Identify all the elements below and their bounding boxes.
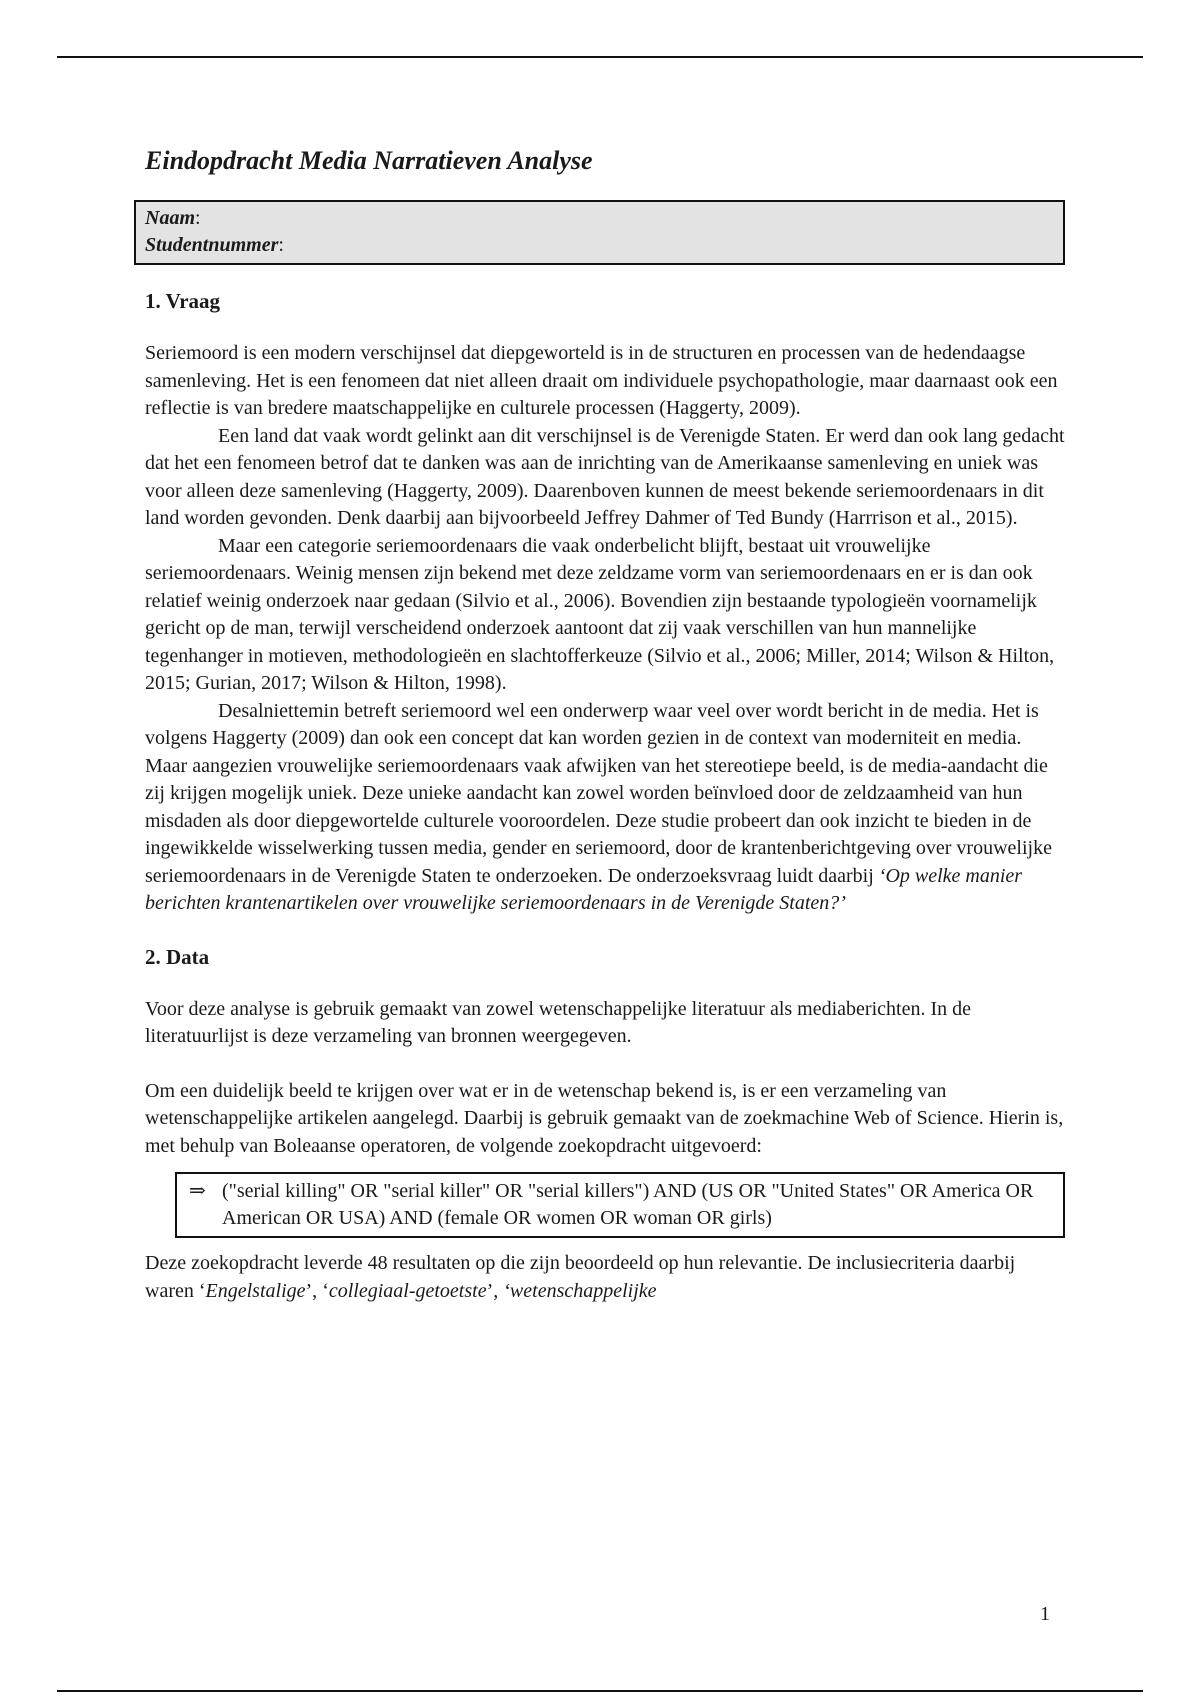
quote-open-2: ‘	[322, 1279, 329, 1302]
student-info-box	[134, 200, 1065, 265]
student-number-colon: :	[278, 234, 284, 256]
name-line	[145, 205, 1054, 232]
vraag-paragraph-1: Seriemoord is een modern verschijnsel dat diepgeworteld is in de structuren en processen van de hedendaagse samenleving. Het is een fenomeen dat niet alleen draait om individuele psychopathologie, maar daarnaast ook een reflectie is van bredere maatschappelijke en culturele processen (Haggerty, 2009).	[145, 342, 1058, 419]
footer-rule	[57, 1690, 1143, 1692]
section-heading-data: 2. Data	[145, 944, 210, 969]
page-number: 1	[1040, 1603, 1050, 1625]
header-rule	[57, 56, 1143, 58]
arrow-icon: ⇒	[189, 1180, 206, 1202]
student-number-line	[145, 232, 1054, 259]
data-paragraph-3-text: Deze zoekopdracht leverde 48 resultaten op die zijn beoordeeld op hun relevantie. De inclusiecriteria daarbij waren	[145, 1252, 1016, 1302]
quote-close-2: ’,	[486, 1279, 504, 1302]
data-paragraph-1: Voor deze analyse is gebruik gemaakt van zowel wetenschappelijke literatuur als mediaberichten. In de literatuurlijst is deze verzameling van bronnen weergegeven.	[145, 997, 971, 1047]
criterion-3: ‘wetenschappelijke	[503, 1279, 657, 1302]
vraag-paragraph-3: Maar een categorie seriemoordenaars die vaak onderbelicht blijft, bestaat uit vrouwelijke seriemoordenaars. Weinig mensen zijn bekend met deze zeldzame vorm van seriemoordenaars en er is dan ook relatief weinig onderzoek naar gedaan (Silvio et al., 2006). Bovendien zijn bestaande typologieën voornamelijk gericht op de man, terwijl verscheidend onderzoek aantoont dat zij vaak verschillen van hun mannelijke tegenhanger in motieven, methodologieën en slachtofferkeuze (Silvio et al., 2006; Miller, 2014; Wilson & Hilton, 2015; Gurian, 2017; Wilson & Hilton, 1998).	[145, 534, 1055, 694]
document-page	[145, 140, 1065, 1305]
vraag-paragraph-4	[145, 698, 1065, 918]
research-question: ‘Op welke manier berichten krantenartikelen over vrouwelijke seriemoordenaars in de Verenigde Staten?’	[145, 864, 1023, 914]
data-paragraph-2: Om een duidelijk beeld te krijgen over wat er in de wetenschap bekend is, is er een verzameling van wetenschappelijke artikelen aangelegd. Daarbij is gebruik gemaakt van de zoekmachine Web of Science. Hierin is, met behulp van Boleaanse operatoren, de volgende zoekopdracht uitgevoerd:	[145, 1079, 1064, 1157]
vraag-paragraph-4-text: Desalniettemin betreft seriemoord wel een onderwerp waar veel over wordt bericht in de media. Het is volgens Haggerty (2009) dan ook een concept dat kan worden gezien in de context van moderniteit en media. Maar aangezien vrouwelijke seriemoordenaars vaak afwijken van het stereotiepe beeld, is de media-aandacht die zij krijgen mogelijk uniek. Deze unieke aandacht kan zowel worden beïnvloed door de zeldzaamheid van hun misdaden als door diepgewortelde culturele vooroordelen. Deze studie probeert dan ook inzicht te bieden in de ingewikkelde wisselwerking tussen media, gender en seriemoord, door de krantenberichtgeving over vrouwelijke seriemoordenaars in de Verenigde Staten te onderzoeken. De onderzoeksvraag luidt daarbij	[145, 699, 1052, 887]
data-paragraph-3	[145, 1250, 1065, 1305]
quote-close-1: ’,	[305, 1279, 323, 1302]
document-title: Eindopdracht Media Narratieven Analyse	[145, 146, 593, 175]
section-heading-vraag: 1. Vraag	[145, 289, 221, 313]
name-label: Naam	[145, 207, 195, 229]
name-colon: :	[195, 207, 201, 229]
search-query-box	[175, 1172, 1065, 1238]
student-number-label: Studentnummer	[145, 234, 279, 256]
quote-open-1: ‘	[198, 1279, 206, 1302]
criterion-2: collegiaal-getoetste	[328, 1279, 487, 1302]
search-query-text: ("serial killing" OR "serial killer" OR "serial killers") AND (US OR "United States" OR America OR American OR USA) AND (female OR women OR woman OR girls)	[222, 1180, 1034, 1229]
vraag-paragraph-2: Een land dat vaak wordt gelinkt aan dit verschijnsel is de Verenigde Staten. Er werd dan ook lang gedacht dat het een fenomeen betrof dat te danken was aan de inrichting van de Amerikaanse samenleving en uniek was voor alleen deze samenleving (Haggerty, 2009). Daarenboven kunnen de meest bekende seriemoordenaars in dit land worden gevonden. Denk daarbij aan bijvoorbeeld Jeffrey Dahmer of Ted Bundy (Harrrison et al., 2015).	[145, 424, 1065, 529]
criterion-1: Engelstalige	[205, 1279, 306, 1302]
